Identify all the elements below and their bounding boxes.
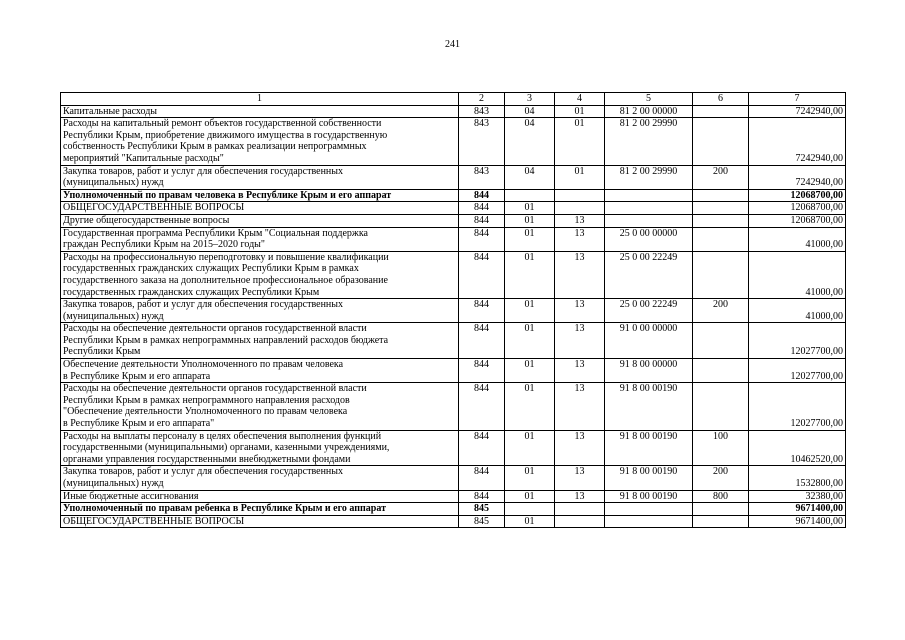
ministry-code: 844 <box>459 189 505 202</box>
table-row <box>61 118 846 165</box>
ministry-code: 844 <box>459 202 505 215</box>
ministry-code: 844 <box>459 214 505 227</box>
row-description <box>61 515 459 528</box>
target-article-code <box>605 515 693 528</box>
expense-type-code: 200 <box>693 299 749 323</box>
column-header: 2 <box>459 93 505 106</box>
target-article-code: 81 2 00 29990 <box>605 165 693 189</box>
subsection-code: 13 <box>555 383 605 430</box>
description-line: "Обеспечение деятельности Уполномоченного по правам человека <box>63 406 348 418</box>
row-description <box>61 118 459 165</box>
section-code: 01 <box>505 466 555 490</box>
target-article-code: 81 2 00 29990 <box>605 118 693 165</box>
expense-type-code: 800 <box>693 490 749 503</box>
subsection-code: 13 <box>555 490 605 503</box>
section-code: 04 <box>505 118 555 165</box>
target-article-code: 91 8 00 00000 <box>605 359 693 383</box>
target-article-code <box>605 189 693 202</box>
expense-type-code: 100 <box>693 430 749 466</box>
expense-type-code <box>693 202 749 215</box>
row-description <box>61 466 459 490</box>
description-line: государственного заказа на дополнительное профессиональное образование <box>63 274 388 286</box>
expense-type-code <box>693 189 749 202</box>
ministry-code: 845 <box>459 515 505 528</box>
amount: 12027700,00 <box>749 383 846 430</box>
subsection-code: 13 <box>555 251 605 298</box>
expense-type-code <box>693 323 749 359</box>
ministry-code: 844 <box>459 383 505 430</box>
column-header: 3 <box>505 93 555 106</box>
expense-type-code <box>693 359 749 383</box>
section-code <box>505 189 555 202</box>
description-line: (муниципальных) нужд <box>63 310 164 322</box>
expense-type-code: 200 <box>693 466 749 490</box>
table-row <box>61 227 846 251</box>
description-line: Республики Крым, приобретение движимого имущества в государственную <box>63 129 388 141</box>
table-row <box>61 165 846 189</box>
subsection-code: 13 <box>555 227 605 251</box>
target-article-code: 81 2 00 00000 <box>605 105 693 118</box>
description-line: Иные бюджетные ассигнования <box>63 490 199 502</box>
amount: 10462520,00 <box>749 430 846 466</box>
table-row <box>61 202 846 215</box>
ministry-code: 844 <box>459 227 505 251</box>
section-code: 04 <box>505 165 555 189</box>
table-row <box>61 515 846 528</box>
expense-type-code <box>693 383 749 430</box>
amount: 41000,00 <box>749 227 846 251</box>
section-code: 01 <box>505 490 555 503</box>
subsection-code: 13 <box>555 359 605 383</box>
description-line: граждан Республики Крым на 2015–2020 годы" <box>63 239 265 251</box>
target-article-code: 91 0 00 00000 <box>605 323 693 359</box>
description-line: (муниципальных) нужд <box>63 177 164 189</box>
amount: 7242940,00 <box>749 165 846 189</box>
expense-type-code: 200 <box>693 165 749 189</box>
column-header: 4 <box>555 93 605 106</box>
table-row <box>61 430 846 466</box>
description-line: Республики Крым в рамках непрограммных направлений расходов бюджета <box>63 334 389 346</box>
table-row <box>61 299 846 323</box>
row-description <box>61 503 459 516</box>
target-article-code <box>605 214 693 227</box>
description-line: государственных гражданских служащих Республики Крым <box>63 286 320 298</box>
description-line: Обеспечение деятельности Уполномоченного по правам человека <box>63 359 344 371</box>
section-code: 01 <box>505 515 555 528</box>
description-line: Расходы на капитальный ремонт объектов государственной собственности <box>63 118 382 130</box>
target-article-code: 25 0 00 00000 <box>605 227 693 251</box>
section-code: 01 <box>505 214 555 227</box>
description-line: Капитальные расходы <box>63 105 158 117</box>
subsection-code: 13 <box>555 323 605 359</box>
amount: 9671400,00 <box>749 515 846 528</box>
subsection-code <box>555 189 605 202</box>
section-code: 01 <box>505 323 555 359</box>
subsection-code: 13 <box>555 430 605 466</box>
row-description <box>61 383 459 430</box>
section-code: 01 <box>505 299 555 323</box>
description-line: собственность Республики Крым в рамках реализации непрограммных <box>63 141 367 153</box>
target-article-code: 91 8 00 00190 <box>605 383 693 430</box>
table-row <box>61 466 846 490</box>
expense-type-code <box>693 118 749 165</box>
subsection-code: 01 <box>555 165 605 189</box>
table-row <box>61 323 846 359</box>
description-line: Расходы на выплаты персоналу в целях обеспечения выполнения функций <box>63 430 382 442</box>
row-description <box>61 251 459 298</box>
description-line: Уполномоченный по правам человека в Республике Крым и его аппарат <box>63 189 392 201</box>
subsection-code: 13 <box>555 466 605 490</box>
amount: 12068700,00 <box>749 189 846 202</box>
amount: 7242940,00 <box>749 105 846 118</box>
description-line: Государственная программа Республики Крым "Социальная поддержка <box>63 227 368 239</box>
row-description <box>61 490 459 503</box>
table-row <box>61 503 846 516</box>
section-code: 01 <box>505 430 555 466</box>
description-line: (муниципальных) нужд <box>63 478 164 489</box>
description-line: в Республике Крым и его аппарата" <box>63 418 215 430</box>
section-code: 01 <box>505 227 555 251</box>
table-row <box>61 359 846 383</box>
amount: 7242940,00 <box>749 118 846 165</box>
subsection-code: 13 <box>555 214 605 227</box>
section-code: 04 <box>505 105 555 118</box>
target-article-code: 25 0 00 22249 <box>605 299 693 323</box>
description-line: Республики Крым в рамках непрограммного направления расходов <box>63 394 350 406</box>
row-description <box>61 214 459 227</box>
ministry-code: 844 <box>459 251 505 298</box>
column-header: 5 <box>605 93 693 106</box>
row-description <box>61 299 459 323</box>
target-article-code <box>605 503 693 516</box>
target-article-code <box>605 202 693 215</box>
amount: 12027700,00 <box>749 323 846 359</box>
column-header: 7 <box>749 93 846 106</box>
ministry-code: 844 <box>459 430 505 466</box>
ministry-code: 844 <box>459 466 505 490</box>
amount: 41000,00 <box>749 251 846 298</box>
row-description <box>61 323 459 359</box>
subsection-code <box>555 503 605 516</box>
section-code <box>505 503 555 516</box>
expense-type-code <box>693 214 749 227</box>
description-line: Расходы на обеспечение деятельности органов государственной власти <box>63 383 367 395</box>
expense-type-code <box>693 251 749 298</box>
subsection-code <box>555 515 605 528</box>
expense-type-code <box>693 105 749 118</box>
row-description <box>61 105 459 118</box>
description-line: Другие общегосударственные вопросы <box>63 214 230 226</box>
target-article-code: 91 8 00 00190 <box>605 466 693 490</box>
table-row <box>61 383 846 430</box>
column-header: 6 <box>693 93 749 106</box>
description-line: Закупка товаров, работ и услуг для обеспечения государственных <box>63 165 344 177</box>
target-article-code: 91 8 00 00190 <box>605 430 693 466</box>
section-code: 01 <box>505 202 555 215</box>
row-description <box>61 165 459 189</box>
description-line: Республики Крым <box>63 346 141 358</box>
amount: 12027700,00 <box>749 359 846 383</box>
description-line: Уполномоченный по правам ребенка в Республике Крым и его аппарат <box>63 503 387 515</box>
ministry-code: 845 <box>459 503 505 516</box>
subsection-code: 01 <box>555 118 605 165</box>
budget-table <box>60 92 846 528</box>
expense-type-code <box>693 503 749 516</box>
table-row <box>61 105 846 118</box>
description-line: государственными (муниципальными) органами, казенными учреждениями, <box>63 442 390 454</box>
section-code: 01 <box>505 251 555 298</box>
ministry-code: 844 <box>459 359 505 383</box>
expense-type-code <box>693 515 749 528</box>
row-description <box>61 359 459 383</box>
table-row <box>61 251 846 298</box>
ministry-code: 844 <box>459 299 505 323</box>
amount: 32380,00 <box>749 490 846 503</box>
column-header: 1 <box>61 93 459 106</box>
expense-type-code <box>693 227 749 251</box>
target-article-code: 91 8 00 00190 <box>605 490 693 503</box>
ministry-code: 843 <box>459 105 505 118</box>
subsection-code: 01 <box>555 105 605 118</box>
amount: 1532800,00 <box>749 466 846 490</box>
section-code: 01 <box>505 383 555 430</box>
target-article-code: 25 0 00 22249 <box>605 251 693 298</box>
description-line: Расходы на обеспечение деятельности органов государственной власти <box>63 323 367 335</box>
ministry-code: 844 <box>459 323 505 359</box>
description-line: органами управления государственными внебюджетными фондами <box>63 453 351 465</box>
subsection-code: 13 <box>555 299 605 323</box>
row-description <box>61 189 459 202</box>
amount: 12068700,00 <box>749 202 846 215</box>
table-header-row <box>61 93 846 106</box>
row-description <box>61 227 459 251</box>
table-row <box>61 214 846 227</box>
amount: 9671400,00 <box>749 503 846 516</box>
description-line: Закупка товаров, работ и услуг для обеспечения государственных <box>63 299 344 311</box>
amount: 12068700,00 <box>749 214 846 227</box>
subsection-code <box>555 202 605 215</box>
row-description <box>61 430 459 466</box>
section-code: 01 <box>505 359 555 383</box>
row-description <box>61 202 459 215</box>
description-line: ОБЩЕГОСУДАРСТВЕННЫЕ ВОПРОСЫ <box>63 202 245 214</box>
description-line: Расходы на профессиональную переподготовку и повышение квалификации <box>63 251 389 263</box>
description-line: ОБЩЕГОСУДАРСТВЕННЫЕ ВОПРОСЫ <box>63 515 245 527</box>
description-line: государственных гражданских служащих Республики Крым в рамках <box>63 263 359 275</box>
description-line: Закупка товаров, работ и услуг для обеспечения государственных <box>63 466 344 478</box>
description-line: в Республике Крым и его аппарата <box>63 370 211 382</box>
description-line: мероприятий "Капитальные расходы" <box>63 152 224 164</box>
table-row <box>61 490 846 503</box>
page-number: 241 <box>445 39 460 50</box>
ministry-code: 843 <box>459 118 505 165</box>
amount: 41000,00 <box>749 299 846 323</box>
table-row <box>61 189 846 202</box>
ministry-code: 843 <box>459 165 505 189</box>
ministry-code: 844 <box>459 490 505 503</box>
